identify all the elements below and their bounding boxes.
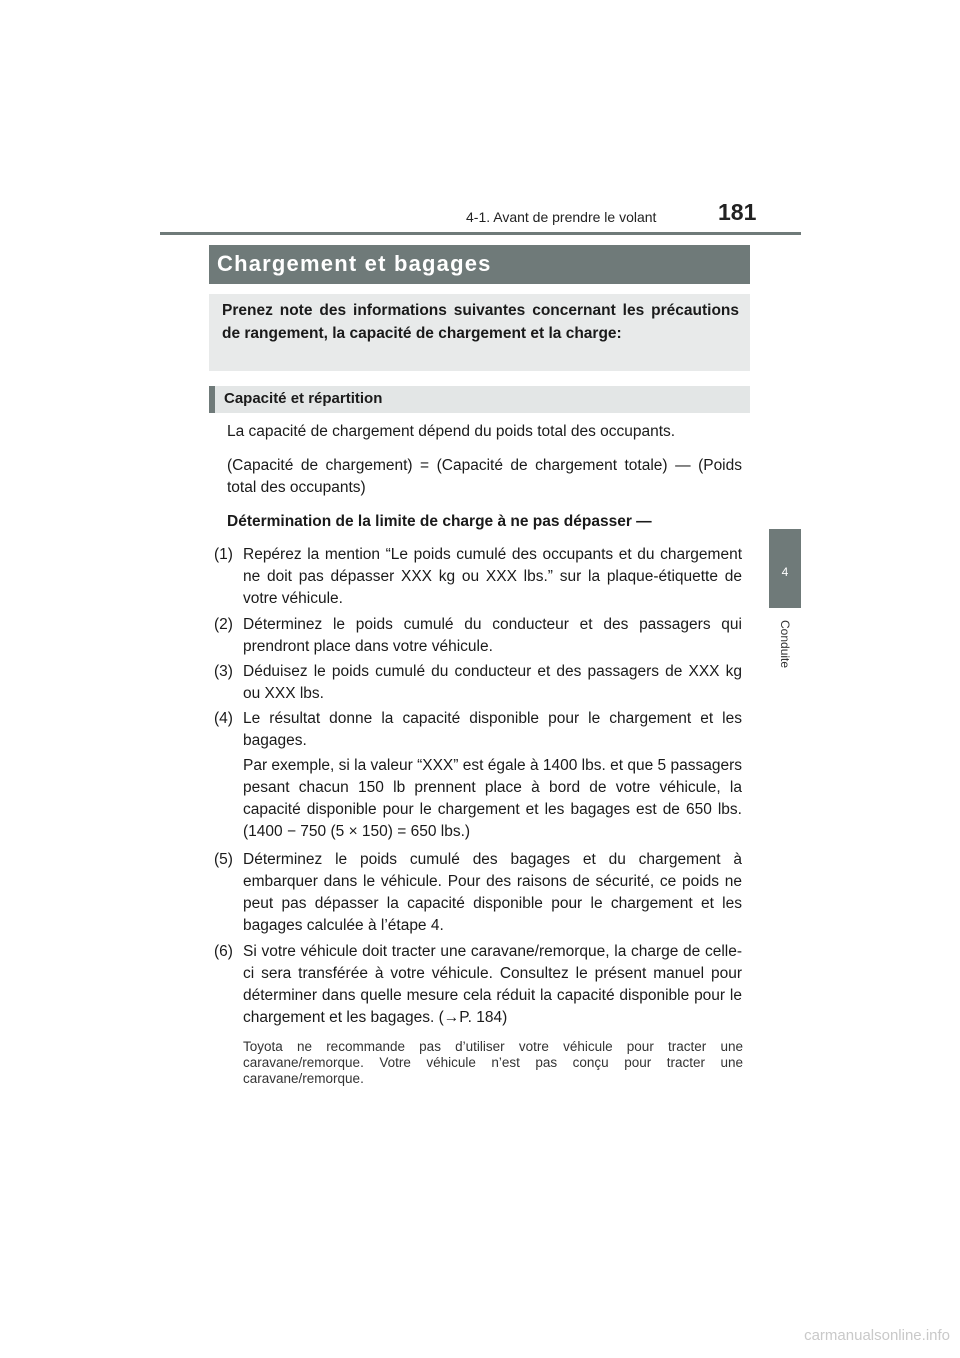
step-item [214,614,742,658]
step-text: Par exemple, si la valeur “XXX” est égale à 1400 lbs. et que 5 passagers pesant chacun 150 lb prennent place à bord de votre véhicule, la capacité disponible pour le chargement et les bagages est de 650 lbs. (1400 − 750 (5 × 150) = 650 lbs.) [243,757,742,840]
intro-text: Prenez note des informations suivantes concernant les précautions de rangement, la capacité de chargement et la charge: [222,302,739,342]
subheading-text: Capacité et répartition [224,390,383,407]
step-item [214,544,742,610]
paragraph-limit-heading: Détermination de la limite de charge à ne pas dépasser — [227,513,652,530]
subheading [209,386,750,413]
watermark: carmanualsonline.info [804,1327,950,1344]
header-rule [160,232,801,235]
step-text: Si votre véhicule doit tracter une caravane/remorque, la charge de celle-ci sera transférée à votre véhicule. Consultez le présent manuel pour déterminer dans quelle mesure cela réduit la capacité disponible pour le chargement et les bagages. (→P. 184) [243,943,742,1026]
header-section-title: 4-1. Avant de prendre le volant [466,209,657,225]
step-number: (4) [214,710,233,727]
step-text: Déduisez le poids cumulé du conducteur et des passagers de XXX kg ou XXX lbs. [243,663,742,702]
step-text: Repérez la mention “Le poids cumulé des occupants et du chargement ne doit pas dépasser XXX kg ou XXX lbs.” sur la plaque-étiquette de votre véhicule. [243,546,742,607]
step-number: (2) [214,616,233,633]
intro-box [209,294,750,371]
step-example [214,755,742,843]
title-banner [209,245,750,284]
step-item [214,849,742,937]
note-text: Toyota ne recommande pas d’utiliser votre véhicule pour tracter une caravane/remorque. Votre véhicule n’est pas conçu pour tracter une caravane/remorque. [243,1039,743,1086]
step-number: (1) [214,546,233,563]
step-item [214,941,742,1029]
step-item [214,708,742,752]
page-number: 181 [718,199,757,225]
step-item [214,661,742,705]
step-text: Déterminez le poids cumulé des bagages et du chargement à embarquer dans le véhicule. Pour des raisons de sécurité, ce poids ne peut pas dépasser la capacité disponible pour le chargement et les bagages calculée à l’étape 4. [243,851,742,934]
paragraph-capacity: La capacité de chargement dépend du poids total des occupants. [227,423,676,440]
step-number: (3) [214,663,233,680]
chapter-label [770,620,800,680]
paragraph-formula: (Capacité de chargement) = (Capacité de chargement totale) — (Poids total des occupants) [227,457,742,496]
page-title: Chargement et bagages [217,251,492,276]
subheading-bar [209,386,215,413]
chapter-label-text: Conduite [778,620,792,669]
chapter-tab-number: 4 [781,565,789,579]
step-text: Déterminez le poids cumulé du conducteur et des passagers qui prendront place dans votre véhicule. [243,616,742,655]
step-number: (5) [214,851,233,868]
step-text: Le résultat donne la capacité disponible pour le chargement et les bagages. [243,710,742,749]
step-number: (6) [214,943,233,960]
